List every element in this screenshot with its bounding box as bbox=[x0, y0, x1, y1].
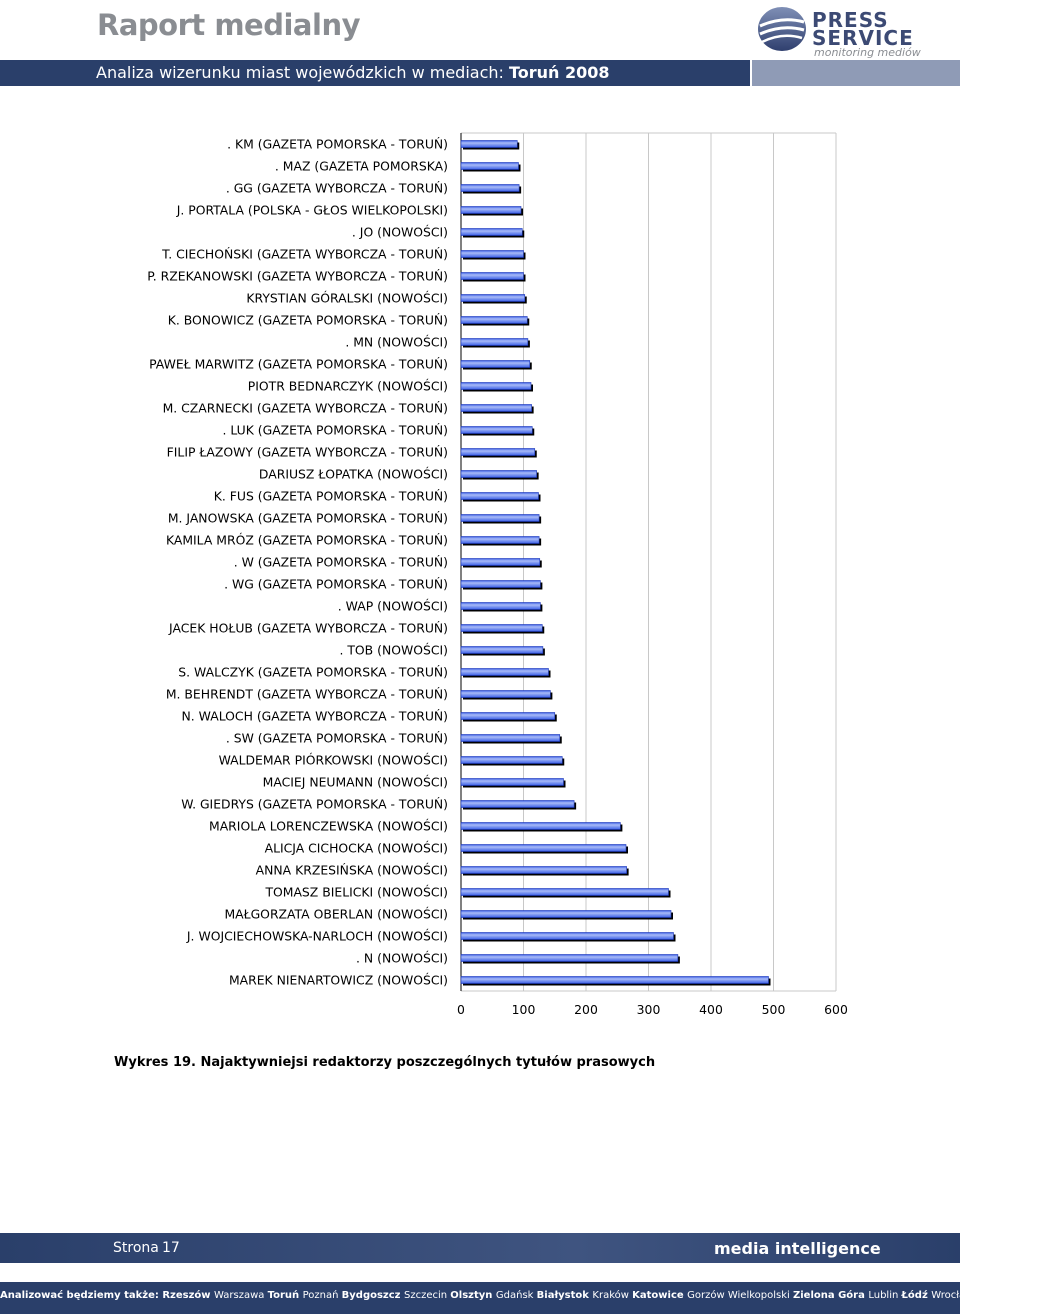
bar bbox=[461, 977, 769, 984]
category-label: P. RZEKANOWSKI (GAZETA WYBORCZA - TORUŃ) bbox=[147, 268, 448, 284]
bar bbox=[461, 911, 671, 918]
bar bbox=[461, 207, 521, 214]
category-label: . KM (GAZETA POMORSKA - TORUŃ) bbox=[227, 136, 448, 152]
bar bbox=[461, 251, 524, 258]
category-label: ALICJA CICHOCKA (NOWOŚCI) bbox=[264, 840, 448, 856]
bar bbox=[461, 361, 530, 368]
footer-tagline: media intelligence bbox=[714, 1239, 881, 1258]
x-tick-label: 100 bbox=[511, 1002, 536, 1017]
bar bbox=[461, 955, 678, 962]
city-name: Łódź bbox=[901, 1290, 932, 1301]
city-name: Bydgoszcz bbox=[341, 1290, 404, 1301]
bar bbox=[461, 229, 522, 236]
page-number: 17 bbox=[162, 1240, 180, 1256]
category-label: M. JANOWSKA (GAZETA POMORSKA - TORUŃ) bbox=[167, 510, 448, 526]
banner-city: Toruń 2008 bbox=[508, 63, 610, 82]
x-tick-label: 300 bbox=[636, 1002, 661, 1017]
category-label: M. CZARNECKI (GAZETA WYBORCZA - TORUŃ) bbox=[162, 400, 448, 416]
bar bbox=[461, 779, 564, 786]
category-label: S. WALCZYK (GAZETA POMORSKA - TORUŃ) bbox=[178, 664, 448, 680]
city-name: Olsztyn bbox=[450, 1290, 496, 1301]
cities-lead: Analizować będziemy także: bbox=[0, 1290, 163, 1301]
bar bbox=[461, 933, 674, 940]
logo-word-press: PRESS bbox=[812, 8, 889, 32]
bar bbox=[461, 339, 528, 346]
category-label: KRYSTIAN GÓRALSKI (NOWOŚCI) bbox=[246, 290, 448, 306]
bar bbox=[461, 185, 519, 192]
editors-bar-chart bbox=[0, 120, 960, 1040]
bar bbox=[461, 801, 574, 808]
logo-tagline: monitoring mediów bbox=[814, 46, 921, 59]
bar bbox=[461, 713, 555, 720]
bar bbox=[461, 405, 532, 412]
category-label: . WAP (NOWOŚCI) bbox=[337, 598, 448, 614]
category-label: DARIUSZ ŁOPATKA (NOWOŚCI) bbox=[258, 466, 448, 482]
bar bbox=[461, 471, 537, 478]
city-name: Lublin bbox=[868, 1290, 902, 1301]
category-label: K. BONOWICZ (GAZETA POMORSKA - TORUŃ) bbox=[167, 312, 448, 328]
city-name: Szczecin bbox=[403, 1290, 451, 1301]
city-name: Białystok bbox=[536, 1290, 593, 1301]
category-label: PIOTR BEDNARCZYK (NOWOŚCI) bbox=[247, 378, 448, 394]
press-service-logo bbox=[756, 4, 946, 58]
banner-text: Analiza wizerunku miast wojewódzkich w mediach: bbox=[96, 63, 509, 82]
category-label: . SW (GAZETA POMORSKA - TORUŃ) bbox=[225, 730, 448, 746]
city-name: Warszawa bbox=[214, 1290, 268, 1301]
city-name: Zielona Góra bbox=[792, 1290, 869, 1301]
x-tick-label: 0 bbox=[457, 1002, 465, 1017]
category-label: . N (NOWOŚCI) bbox=[356, 950, 448, 966]
bar bbox=[461, 757, 562, 764]
cities-bar bbox=[0, 1282, 1043, 1314]
category-label: J. WOJCIECHOWSKA-NARLOCH (NOWOŚCI) bbox=[186, 928, 448, 944]
category-label: ANNA KRZESIŃSKA (NOWOŚCI) bbox=[255, 862, 448, 878]
report-banner bbox=[0, 60, 750, 86]
bar bbox=[461, 625, 542, 632]
banner-accent bbox=[752, 60, 960, 86]
category-label: . LUK (GAZETA POMORSKA - TORUŃ) bbox=[222, 422, 448, 438]
city-name: Rzeszów bbox=[162, 1290, 215, 1301]
bar bbox=[461, 141, 517, 148]
city-name: Gorzów Wielkopolski bbox=[687, 1290, 793, 1301]
bar bbox=[461, 163, 519, 170]
bar bbox=[461, 295, 525, 302]
category-label: FILIP ŁAZOWY (GAZETA WYBORCZA - TORUŃ) bbox=[166, 444, 448, 460]
x-tick-label: 200 bbox=[574, 1002, 598, 1017]
logo-globe-icon bbox=[756, 4, 808, 54]
category-label: . TOB (NOWOŚCI) bbox=[339, 642, 448, 658]
bar bbox=[461, 845, 626, 852]
report-title: Raport medialny bbox=[97, 8, 360, 42]
x-tick-label: 400 bbox=[699, 1002, 723, 1017]
category-label: WALDEMAR PIÓRKOWSKI (NOWOŚCI) bbox=[218, 752, 448, 768]
bar bbox=[461, 889, 669, 896]
category-label: M. BEHRENDT (GAZETA WYBORCZA - TORUŃ) bbox=[165, 686, 448, 702]
bar bbox=[461, 383, 531, 390]
category-label: . MN (NOWOŚCI) bbox=[345, 334, 448, 350]
category-label: . GG (GAZETA WYBORCZA - TORUŃ) bbox=[225, 180, 448, 196]
category-label: MARIOLA LORENCZEWSKA (NOWOŚCI) bbox=[209, 818, 448, 834]
category-label: MACIEJ NEUMANN (NOWOŚCI) bbox=[262, 774, 448, 790]
city-name: Opole bbox=[976, 1290, 1013, 1301]
category-label: W. GIEDRYS (GAZETA POMORSKA - TORUŃ) bbox=[181, 796, 448, 812]
category-label: K. FUS (GAZETA POMORSKA - TORUŃ) bbox=[213, 488, 448, 504]
bar bbox=[461, 427, 532, 434]
category-label: J. PORTALA (POLSKA - GŁOS WIELKOPOLSKI) bbox=[176, 202, 448, 218]
bar bbox=[461, 317, 527, 324]
category-label: JACEK HOŁUB (GAZETA WYBORCZA - TORUŃ) bbox=[169, 620, 448, 636]
category-label: TOMASZ BIELICKI (NOWOŚCI) bbox=[265, 884, 448, 900]
category-label: PAWEŁ MARWITZ (GAZETA POMORSKA - TORUŃ) bbox=[149, 356, 448, 372]
category-label: . JO (NOWOŚCI) bbox=[351, 224, 448, 240]
bar bbox=[461, 537, 539, 544]
logo-word-service: SERVICE bbox=[812, 26, 914, 50]
bar bbox=[461, 735, 560, 742]
category-label: MAŁGORZATA OBERLAN (NOWOŚCI) bbox=[224, 906, 448, 922]
category-label: T. CIECHOŃSKI (GAZETA WYBORCZA - TORUŃ) bbox=[162, 246, 448, 262]
chart-caption: Wykres 19. Najaktywniejsi redaktorzy poszczególnych tytułów prasowych bbox=[114, 1055, 656, 1070]
city-name: Gdańsk bbox=[495, 1290, 537, 1301]
bar bbox=[461, 559, 540, 566]
x-tick-label: 500 bbox=[761, 1002, 786, 1017]
category-label: . WG (GAZETA POMORSKA - TORUŃ) bbox=[224, 576, 448, 592]
bar bbox=[461, 669, 549, 676]
bar bbox=[461, 515, 539, 522]
bar bbox=[461, 493, 539, 500]
bar bbox=[461, 823, 620, 830]
category-label: . W (GAZETA POMORSKA - TORUŃ) bbox=[233, 554, 448, 570]
bar bbox=[461, 449, 535, 456]
bar bbox=[461, 647, 543, 654]
bar bbox=[461, 273, 524, 280]
bar bbox=[461, 867, 627, 874]
category-label: N. WALOCH (GAZETA WYBORCZA - TORUŃ) bbox=[181, 708, 448, 724]
city-name: Wrocław bbox=[931, 1290, 977, 1301]
city-name: Toruń bbox=[267, 1290, 303, 1301]
category-label: KAMILA MRÓZ (GAZETA POMORSKA - TORUŃ) bbox=[165, 532, 448, 548]
bar bbox=[461, 691, 550, 698]
city-name: Poznań bbox=[302, 1290, 342, 1301]
page-label: Strona bbox=[113, 1240, 159, 1256]
category-label: . MAZ (GAZETA POMORSKA) bbox=[274, 158, 448, 174]
bar bbox=[461, 581, 540, 588]
bar bbox=[461, 603, 540, 610]
city-name: Kielce bbox=[1012, 1290, 1043, 1301]
city-name: Kraków bbox=[592, 1290, 633, 1301]
city-name: Katowice bbox=[632, 1290, 688, 1301]
x-tick-label: 600 bbox=[824, 1002, 848, 1017]
category-label: MAREK NIENARTOWICZ (NOWOŚCI) bbox=[228, 972, 448, 988]
